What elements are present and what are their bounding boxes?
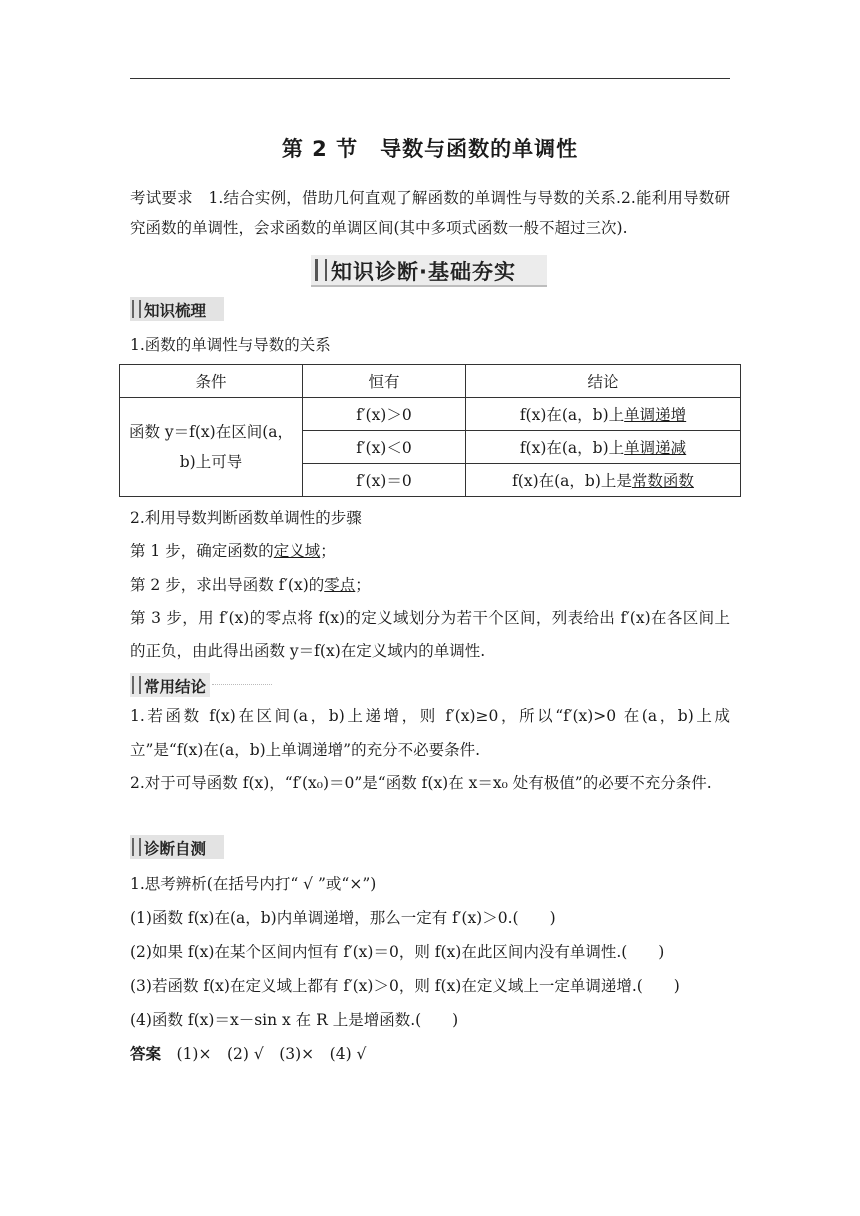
tag-selftest-label: 诊断自测 <box>144 840 207 858</box>
section-banner <box>311 255 547 287</box>
table-condition-cell <box>120 398 303 497</box>
condition-line-1: 函数 y＝f(x)在区间(a， <box>128 423 294 441</box>
section2-heading: 2.利用导数判断函数单调性的步骤 <box>130 509 362 527</box>
banner-bars-icon <box>315 259 327 281</box>
tag-divider <box>212 684 272 685</box>
section1-heading: 1.函数的单调性与导数的关系 <box>130 336 331 354</box>
step-1 <box>130 539 336 561</box>
step-2-suffix: ； <box>355 576 371 594</box>
step-1-suffix: ； <box>320 542 336 560</box>
tag-bars-icon <box>132 300 141 318</box>
tag-bars-icon <box>132 838 141 856</box>
conclusion-2: 2.对于可导函数 f(x)，“f′(x₀)＝0”是“函数 f(x)在 x＝x₀ 处有极值”的必要不充分条件. <box>130 774 712 792</box>
banner-label: 知识诊断·基础夯实 <box>331 260 516 284</box>
tag-conclusions <box>130 673 210 697</box>
exam-requirements: 考试要求 1.结合实例，借助几何直观了解函数的单调性与导数的关系.2.能利用导数研究函数的单调性，会求函数的单调区间(其中多项式函数一般不超过三次). <box>130 189 730 237</box>
tag-knowledge <box>130 297 224 321</box>
table-cell-derivative-positive: f′(x)＞0 <box>303 398 466 431</box>
selftest-item-4: (4)函数 f(x)＝x－sin x 在 R 上是增函数.( ) <box>130 1011 459 1029</box>
conclusion-1: 1.若函数 f(x)在区间(a，b)上递增，则 f′(x)≥0，所以“f′(x)>0 在(a，b)上成立”是“f(x)在(a，b)上单调递增”的充分不必要条件. <box>130 707 730 759</box>
tag-conclusions-label: 常用结论 <box>144 678 207 696</box>
answer-values: (1)× (2) √ (3)× (4) √ <box>161 1045 367 1063</box>
table-cell-conclusion-2 <box>466 431 741 464</box>
conclusion-prefix: f(x)在(a，b)上是 <box>512 472 632 490</box>
conclusion-prefix: f(x)在(a，b)上 <box>519 439 625 457</box>
step-2 <box>130 573 371 595</box>
selftest-item-1: (1)函数 f(x)在(a，b)内单调递增，那么一定有 f′(x)＞0.( ) <box>130 909 556 927</box>
selftest-item-2: (2)如果 f(x)在某个区间内恒有 f′(x)＝0，则 f(x)在此区间内没有单调性.( ) <box>130 943 665 961</box>
conclusion-answer: 常数函数 <box>631 472 694 490</box>
step-1-answer: 定义域 <box>273 542 321 560</box>
conclusion-answer: 单调递减 <box>624 439 687 457</box>
section-title: 第 2 节 导数与函数的单调性 <box>281 137 579 161</box>
step-2-prefix: 第 2 步，求出导函数 f′(x)的 <box>130 576 325 594</box>
step-1-prefix: 第 1 步，确定函数的 <box>130 542 274 560</box>
step-3: 第 3 步，用 f′(x)的零点将 f(x)的定义域划分为若干个区间，列表给出 f′(x)在各区间上的正负，由此得出函数 y＝f(x)在定义域内的单调性. <box>130 609 730 660</box>
answer-line <box>130 1042 366 1064</box>
table-cell-derivative-negative: f′(x)＜0 <box>303 431 466 464</box>
monotonicity-table <box>119 364 741 497</box>
tag-knowledge-label: 知识梳理 <box>144 302 207 320</box>
tag-selftest <box>130 835 224 859</box>
table-cell-derivative-zero: f′(x)＝0 <box>303 464 466 497</box>
conclusion-prefix: f(x)在(a，b)上 <box>519 406 625 424</box>
table-header-always: 恒有 <box>303 365 466 398</box>
step-2-answer: 零点 <box>324 576 356 594</box>
table-header-conclusion: 结论 <box>466 365 741 398</box>
conclusion-answer: 单调递增 <box>624 406 687 424</box>
header-rule <box>130 78 730 79</box>
table-cell-conclusion-1 <box>466 398 741 431</box>
selftest-item-3: (3)若函数 f(x)在定义域上都有 f′(x)＞0，则 f(x)在定义域上一定单调递增.( ) <box>130 977 680 995</box>
tag-bars-icon <box>132 676 141 694</box>
answer-label: 答案 <box>130 1045 162 1063</box>
table-cell-conclusion-3 <box>466 464 741 497</box>
condition-line-2: b)上可导 <box>179 453 243 471</box>
table-header-condition: 条件 <box>120 365 303 398</box>
selftest-heading: 1.思考辨析(在括号内打“ √ ”或“×”) <box>130 875 377 893</box>
